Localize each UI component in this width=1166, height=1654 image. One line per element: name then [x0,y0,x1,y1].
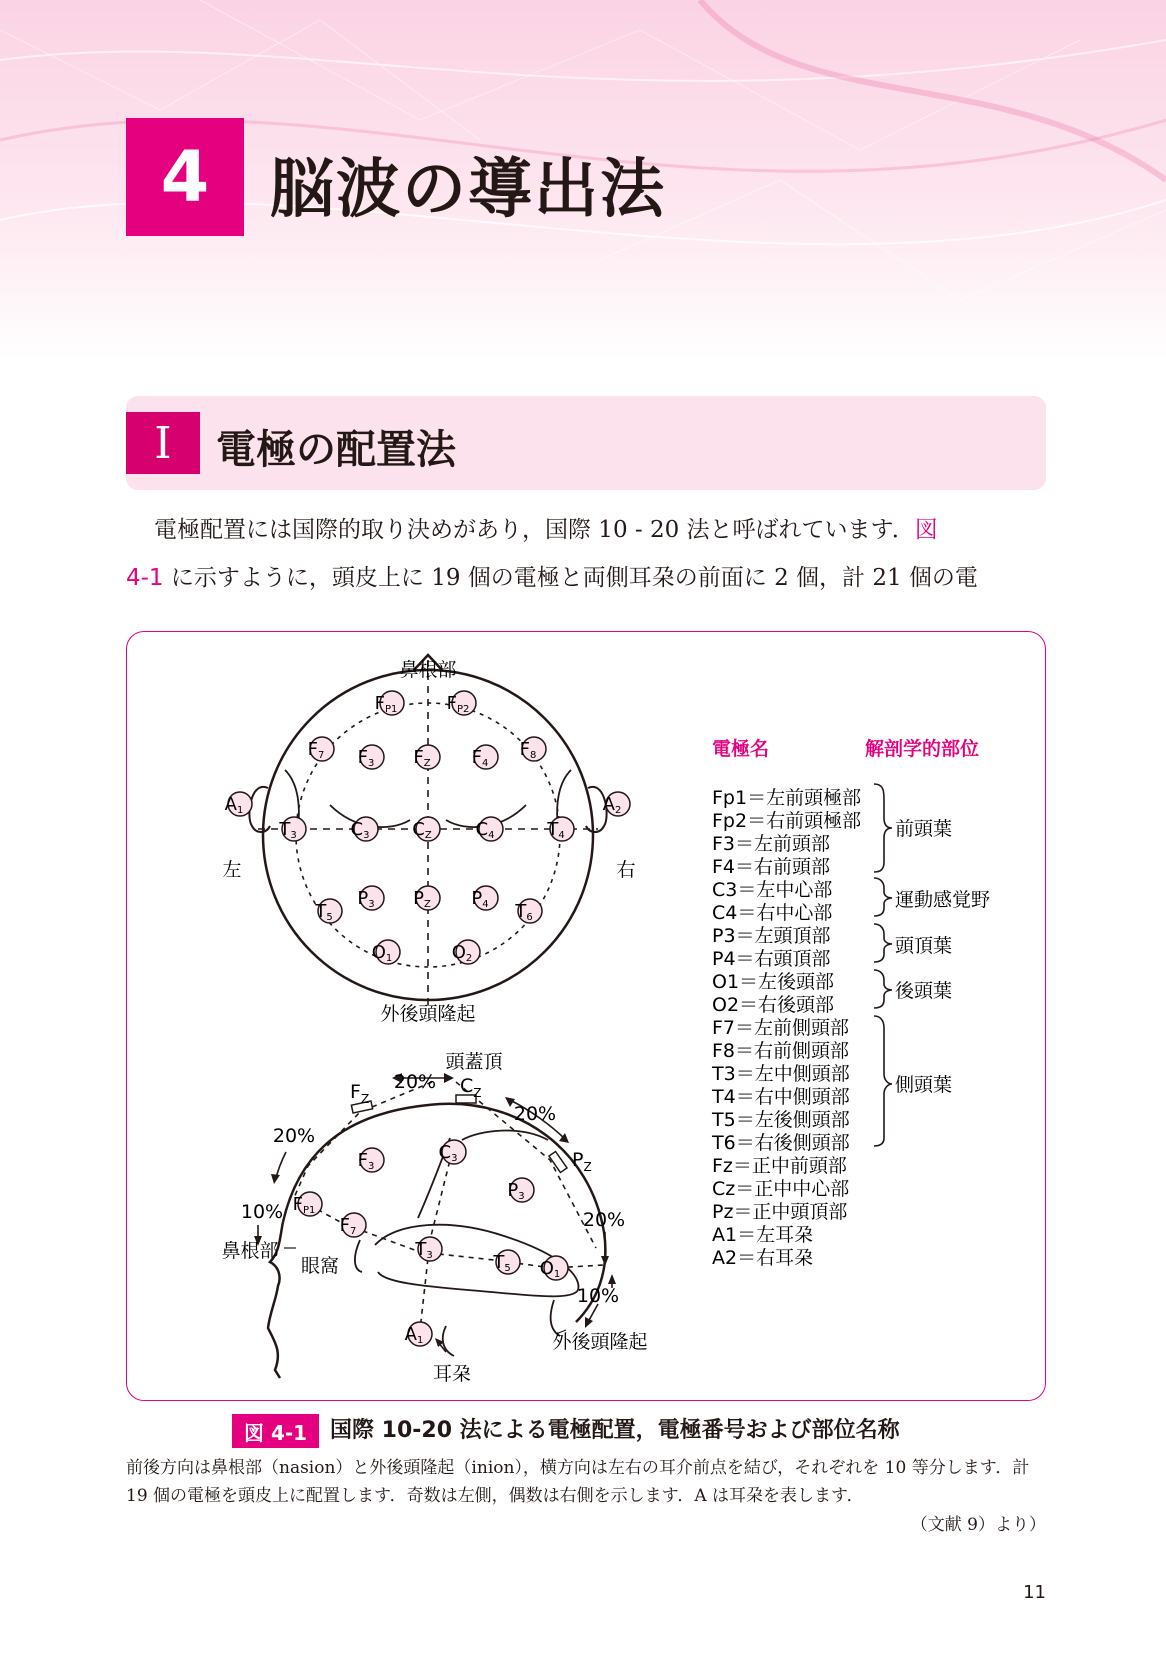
body-line2: に示すように，頭皮上に 19 個の電極と両側耳朶の前面に 2 個，計 21 個の電 [163,565,978,591]
region-temporal: 側頭葉 [895,1074,953,1096]
top-electrode-f7 [308,737,334,761]
figure-caption-tag: 図 4-1 [232,1414,319,1448]
svg-text:FZ: FZ [413,747,431,769]
legend-item: O2＝右後頭部 [712,994,835,1016]
side-nasion-label: 鼻根部 [221,1240,279,1262]
legend-item: A1＝左耳朶 [712,1224,814,1246]
pct-pz-inion: 20% [582,1209,626,1231]
svg-text:F3: F3 [357,747,375,769]
top-electrode-f8 [520,737,546,761]
top-electrode-a2 [603,792,630,816]
svg-text:C3: C3 [438,1142,458,1164]
ear-label: 耳朶 [432,1363,472,1385]
svg-text:F3: F3 [357,1150,375,1172]
side-electrode-o1 [540,1256,568,1280]
svg-text:O1: O1 [371,942,393,964]
svg-text:T3: T3 [415,1239,433,1261]
marker-cz-label: $C_Z$ [460,1075,482,1100]
top-electrode-f3 [358,745,384,769]
pct-nasion: 10% [240,1201,284,1223]
legend-item: T5＝左後側頭部 [712,1109,850,1131]
region-frontal: 前頭葉 [895,818,953,840]
svg-text:F7: F7 [307,739,325,761]
right-label: 右 [616,859,636,881]
marker-pz-label: $P_Z$ [572,1149,592,1174]
svg-text:F8: F8 [519,739,537,761]
legend-header-region: 解剖学的部位 [865,738,980,760]
electrode-legend [711,737,990,1269]
svg-text:A1: A1 [224,794,244,816]
svg-text:FP1: FP1 [374,693,398,715]
svg-text:FP2: FP2 [446,693,470,715]
side-electrode-t5 [492,1250,520,1274]
side-electrode-t3 [414,1237,442,1261]
chapter-title: 脳波の導出法 [270,153,666,227]
legend-item: Fp1＝左前頭極部 [712,787,862,809]
legend-header-name: 電極名 [712,738,770,760]
top-electrode-o2 [452,940,480,964]
figure-source: （文献 9）より） [910,1515,1046,1535]
legend-item: Pz＝正中頭頂部 [712,1201,848,1223]
legend-item: F8＝右前側頭部 [712,1040,850,1062]
legend-item: F7＝左前側頭部 [712,1017,850,1039]
side-electrode-f7 [340,1213,366,1237]
pct-inion: 10% [576,1285,620,1307]
pct-nasion-fz: 20% [272,1125,316,1147]
top-electrode-fp1 [375,691,404,715]
top-electrode-fp2 [447,691,476,715]
vertex-label: 頭蓋頂 [445,1051,503,1073]
section-number: I [126,412,200,474]
svg-text:T3: T3 [279,819,297,841]
svg-text:P3: P3 [507,1180,525,1202]
side-electrode-c3 [439,1140,466,1164]
region-sensorimotor: 運動感覚野 [895,889,991,911]
top-electrode-f4 [472,745,498,769]
region-parietal: 頭頂葉 [895,935,953,957]
svg-text:T5: T5 [493,1252,511,1274]
legend-item: Cz＝正中中心部 [712,1178,850,1200]
pct-cz-pz: 20% [513,1103,557,1125]
side-electrode-a1 [405,1322,432,1346]
svg-text:A1: A1 [404,1324,424,1346]
top-electrode-a1 [225,792,252,816]
top-electrode-t5 [314,899,342,923]
side-view-head [221,1051,647,1385]
side-inion-label: 外後頭隆起 [552,1331,648,1353]
top-electrode-t4 [546,817,574,841]
svg-text:C3: C3 [350,819,370,841]
svg-text:PZ: PZ [413,888,431,910]
top-electrode-fz [413,745,440,769]
top-electrode-o1 [372,940,400,964]
legend-item: T3＝左中側頭部 [712,1063,850,1085]
page-number: 11 [1023,1582,1046,1603]
left-label: 左 [222,859,242,881]
side-electrode-fp1 [293,1192,322,1216]
legend-item: P4＝右頭頂部 [712,948,831,970]
section-title: 電極の配置法 [216,427,456,473]
top-electrode-p3 [357,886,384,910]
legend-item: C4＝右中心部 [712,902,833,924]
svg-text:T4: T4 [547,819,565,841]
body-line1: 電極配置には国際的取り決めがあり，国際 10 - 20 法と呼ばれています． [154,517,915,543]
svg-text:P3: P3 [357,888,375,910]
figure-caption-note: 前後方向は鼻根部（nasion）と外後頭隆起（inion），横方向は左右の耳介前点を結び，それぞれを 10 等分します．計 19 個の電極を頭皮上に配置します．奇数は左側，偶数は右側を示します．A は耳朶を表します． [126,1458,1030,1506]
svg-text:T5: T5 [315,901,333,923]
legend-item: Fz＝正中前頭部 [712,1155,847,1177]
pct-fz-cz: 20% [393,1071,437,1093]
skull-outline [283,1104,605,1322]
legend-item: T4＝右中側頭部 [712,1086,850,1108]
top-electrode-t6 [514,899,542,923]
legend-item: Fp2＝右前頭極部 [712,810,862,832]
top-electrode-c4 [476,817,503,841]
top-electrode-pz [413,886,440,910]
svg-text:F4: F4 [471,747,489,769]
legend-item: A2＝右耳朶 [712,1247,814,1269]
region-occipital: 後頭葉 [895,980,953,1002]
figure-caption-title: 国際 10-20 法による電極配置，電極番号および部位名称 [330,1418,900,1443]
top-electrode-t3 [278,817,306,841]
svg-text:F7: F7 [339,1215,357,1237]
side-electrode-f3 [358,1148,384,1172]
left-ear-outline [249,787,270,832]
chapter-number: 4 [126,118,244,236]
top-electrode-p4 [471,886,498,910]
svg-text:O2: O2 [451,942,473,964]
legend-item: F4＝右前頭部 [712,856,831,878]
svg-text:T6: T6 [515,901,533,923]
orbit-label: 眼窩 [300,1255,340,1277]
legend-item: P3＝左頭頂部 [712,925,831,947]
svg-text:C4: C4 [475,819,495,841]
legend-items [711,787,861,1269]
svg-text:FP1: FP1 [292,1194,316,1216]
top-inion-label: 外後頭隆起 [380,1003,476,1025]
marker-fz-label: $F_Z$ [350,1081,370,1106]
legend-item: T6＝右後側頭部 [712,1132,850,1154]
svg-text:A2: A2 [602,794,622,816]
top-electrode-cz [412,817,440,841]
top-nasion-label: 鼻根部 [399,659,457,681]
legend-item: C3＝左中心部 [712,879,833,901]
svg-text:O1: O1 [539,1258,561,1280]
top-electrode-c3 [351,817,378,841]
figure-ref-link[interactable]: 図 [914,517,938,543]
svg-text:P4: P4 [471,888,489,910]
legend-item: F3＝左前頭部 [712,833,831,855]
side-view-electrodes [293,1140,568,1346]
svg-text:CZ: CZ [412,819,432,841]
side-electrode-p3 [507,1178,534,1202]
legend-item: O1＝左後頭部 [712,971,835,993]
figure-ref-number[interactable]: 4-1 [126,565,164,591]
